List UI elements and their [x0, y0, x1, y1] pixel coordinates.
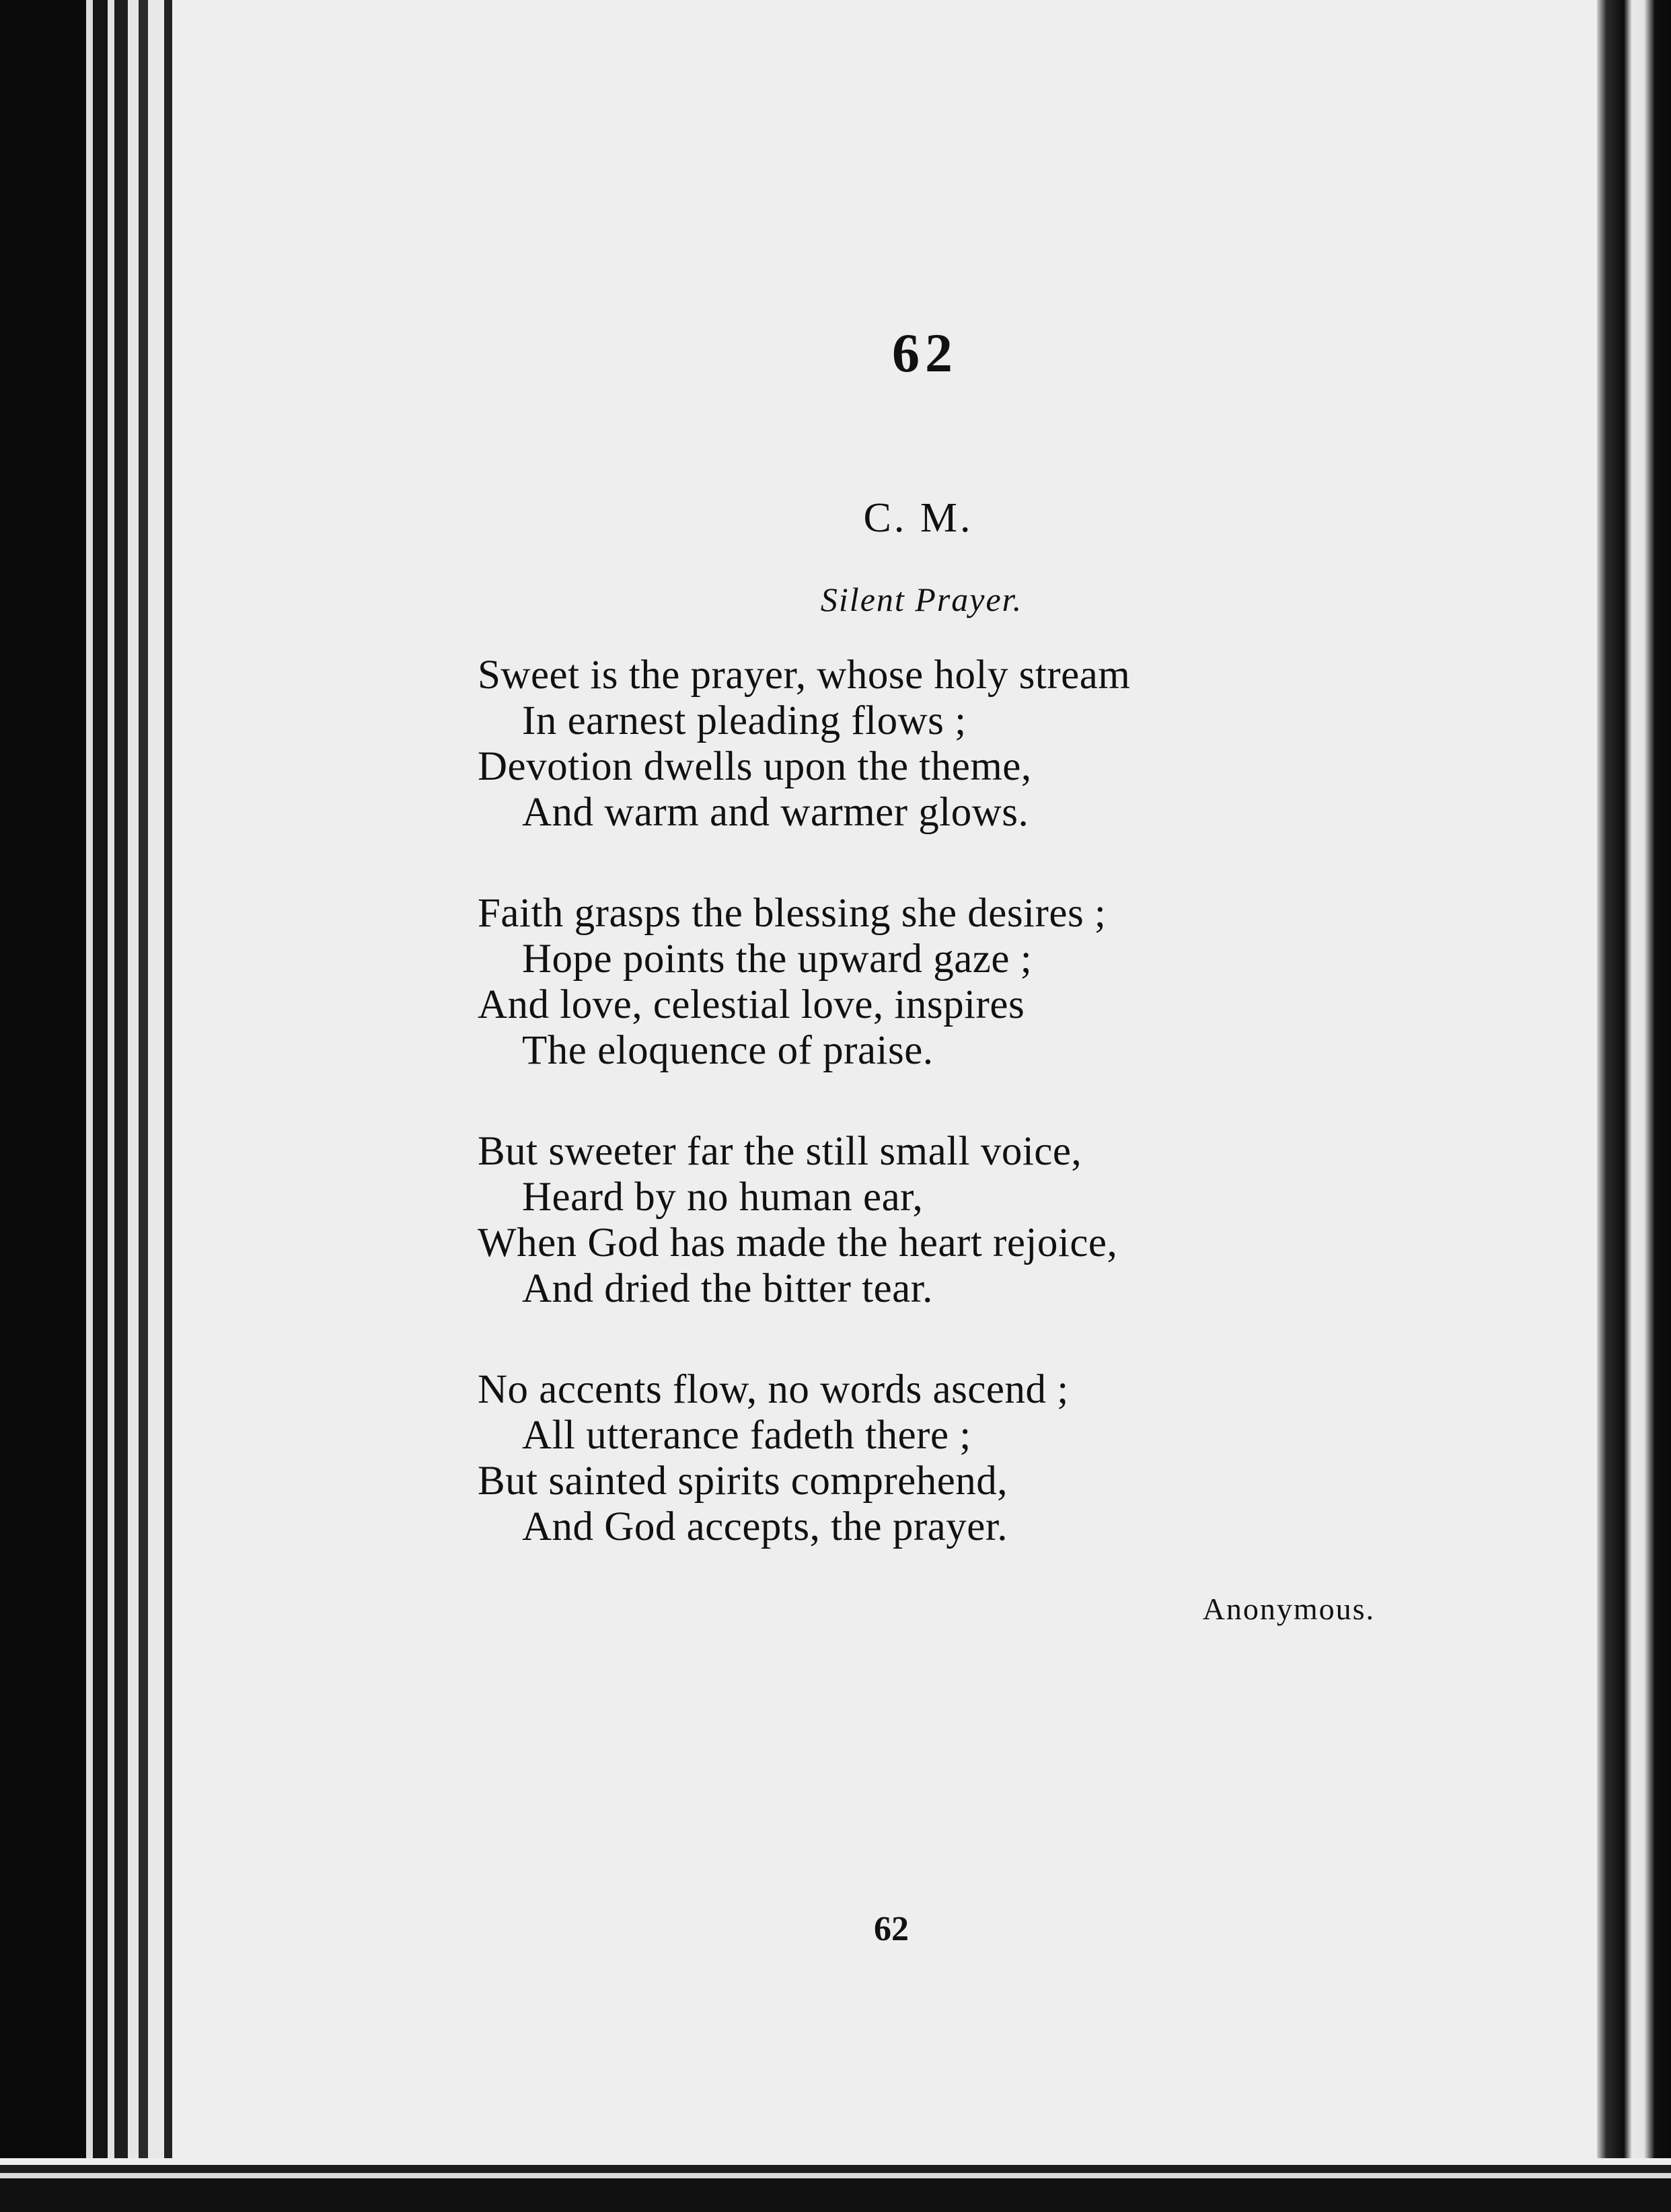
hymn-meter: C. M. — [863, 495, 973, 541]
stanza-line: Devotion dwells upon the theme, — [478, 744, 1032, 789]
hymn-number: 62 — [892, 322, 958, 383]
stanza-line: And love, celestial love, inspires — [478, 982, 1025, 1027]
stanza-line: Faith grasps the blessing she desires ; — [478, 891, 1107, 936]
stanza-line: But sweeter far the still small voice, — [478, 1129, 1082, 1174]
hymn-stanzas — [478, 653, 1352, 1605]
stanza-line: Heard by no human ear, — [522, 1175, 924, 1220]
hymn-title: Silent Prayer. — [820, 581, 1023, 618]
stanza-line: Hope points the upward gaze ; — [522, 936, 1033, 982]
page-number: 62 — [874, 1910, 909, 1948]
stanza-line: And dried the bitter tear. — [522, 1266, 933, 1311]
stanza-1 — [478, 653, 1352, 836]
hymn-attribution: Anonymous. — [1202, 1592, 1375, 1626]
stanza-line: And God accepts, the prayer. — [522, 1504, 1008, 1549]
stanza-line: And warm and warmer glows. — [522, 790, 1029, 835]
stanza-line: All utterance fadeth there ; — [522, 1413, 971, 1458]
stanza-line: No accents flow, no words ascend ; — [478, 1367, 1069, 1412]
stanza-2 — [478, 891, 1352, 1074]
stanza-line: But sainted spirits comprehend, — [478, 1459, 1008, 1504]
stanza-4 — [478, 1367, 1352, 1550]
stanza-3 — [478, 1129, 1352, 1312]
stanza-line: In earnest pleading flows ; — [522, 698, 967, 743]
stanza-line: When God has made the heart rejoice, — [478, 1220, 1118, 1265]
stanza-line: The eloquence of praise. — [522, 1028, 934, 1073]
stanza-line: Sweet is the prayer, whose holy stream — [478, 653, 1131, 698]
